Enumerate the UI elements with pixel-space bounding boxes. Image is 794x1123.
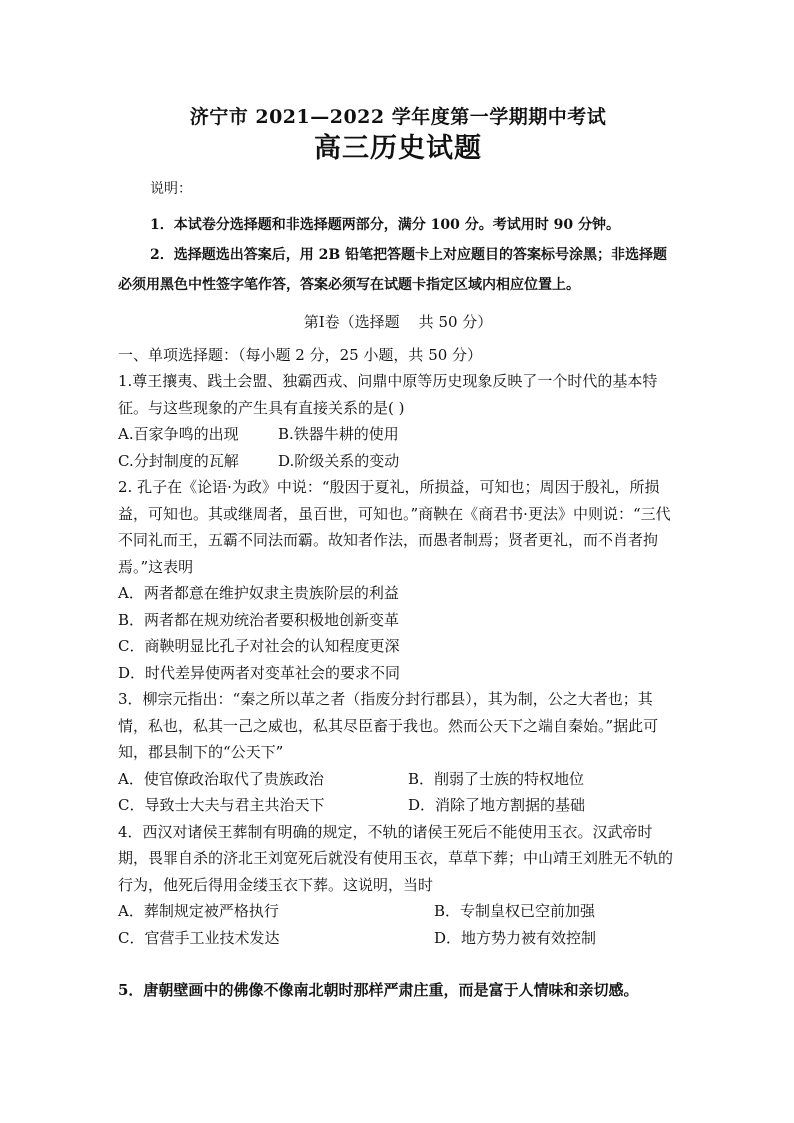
- question-5-stem: 5．唐朝壁画中的佛像不像南北朝时那样严肃庄重，而是富于人情味和亲切感。: [118, 981, 639, 999]
- question-4-option-a: A．葬制规定被严格执行: [118, 902, 279, 920]
- exam-page: [118, 104, 678, 1004]
- question-4-option-b: B．专制皇权已空前加强: [434, 902, 596, 920]
- question-2-option-d: D．时代差异使两者对变革社会的要求不同: [118, 663, 401, 682]
- exam-title: 济宁市 2021—2022 学年度第一学期期中考试: [189, 106, 607, 128]
- instruction-item-2: 2．选择题选出答案后，用 2B 铅笔把答题卡上对应题目的答案标号涂黑；非选择题必须用黑色中性签字笔作答，答案必须写在试题卡指定区域内相应位置上。: [118, 247, 668, 293]
- question-2-stem: 2. 孔子在《论语·为政》中说：“殷因于夏礼，所损益，可知也；周因于殷礼，所损益，可知也。其或继周者，虽百世，可知也。”商鞅在《商君书·更法》中则说：“三代不同礼而王，五霸不同法而霸。故知者作法，而愚者制焉；贤者更礼，而不肖者拘焉。”这表明: [118, 478, 671, 576]
- question-2-option-a: A．两者都意在维护奴隶主贵族阶层的利益: [118, 584, 399, 602]
- question-3-option-b: B．削弱了士族的特权地位: [408, 769, 585, 788]
- part-heading: 一、单项选择题：（每小题 2 分，25 小题，共 50 分）: [118, 346, 483, 364]
- question-1-options-row-2: [118, 448, 678, 475]
- question-3-option-c: C．导致士大夫与君主共治天下: [118, 796, 325, 814]
- question-4-stem: 4．西汉对诸侯王葬制有明确的规定，不轨的诸侯王死后不能使用玉衣。汉武帝时期，畏罪自杀的济北王刘宽死后就没有使用玉衣，草草下葬；中山靖王刘胜无不轨的行为，他死后得用金缕玉衣下葬。这说明，当时: [118, 822, 674, 894]
- question-1-stem: 1.尊王攘夷、践土会盟、独霸西戎、问鼎中原等历史现象反映了一个时代的基本特征。与这些现象的产生具有直接关系的是( ): [118, 372, 658, 417]
- question-3-options-row-2: [118, 792, 678, 819]
- section-heading: 第Ⅰ卷（选择题 共 50 分）: [303, 313, 493, 331]
- question-1-option-d: D.阶级关系的变动: [278, 451, 400, 470]
- question-3-options-row-1: [118, 766, 678, 793]
- question-3-option-d: D．消除了地方割据的基础: [408, 796, 586, 814]
- question-1-option-c: C.分封制度的瓦解: [118, 451, 239, 470]
- question-3-stem: 3．柳宗元指出：“秦之所以革之者（指废分封行郡县），其为制，公之大者也；其情，私也，私其一己之威也，私其尽臣畜于我也。然而公天下之端自秦始。”据此可知，郡县制下的“公天下”: [118, 690, 659, 761]
- instruction-item-1: 1．本试卷分选择题和非选择题两部分，满分 100 分。考试用时 90 分钟。: [150, 217, 620, 233]
- question-4-options-row-1: [118, 898, 678, 925]
- question-4-option-c: C．官营手工业技术发达: [118, 928, 280, 947]
- question-2-option-b: B．两者都在规劝统治者要积极地创新变革: [118, 610, 400, 629]
- question-1-option-a: A.百家争鸣的出现: [118, 425, 239, 443]
- question-2-option-c: C．商鞅明显比孔子对社会的认知程度更深: [118, 637, 400, 655]
- question-1-options-row-1: [118, 421, 678, 448]
- spacer: [118, 951, 678, 977]
- subject-title: 高三历史试题: [314, 133, 482, 164]
- question-1-option-b: B.铁器牛耕的使用: [278, 425, 399, 443]
- instructions-label: 说明：: [150, 181, 192, 197]
- question-4-options-row-2: [118, 925, 678, 952]
- question-3-option-a: A．使官僚政治取代了贵族政治: [118, 769, 324, 788]
- question-4-option-d: D．地方势力被有效控制: [434, 928, 597, 947]
